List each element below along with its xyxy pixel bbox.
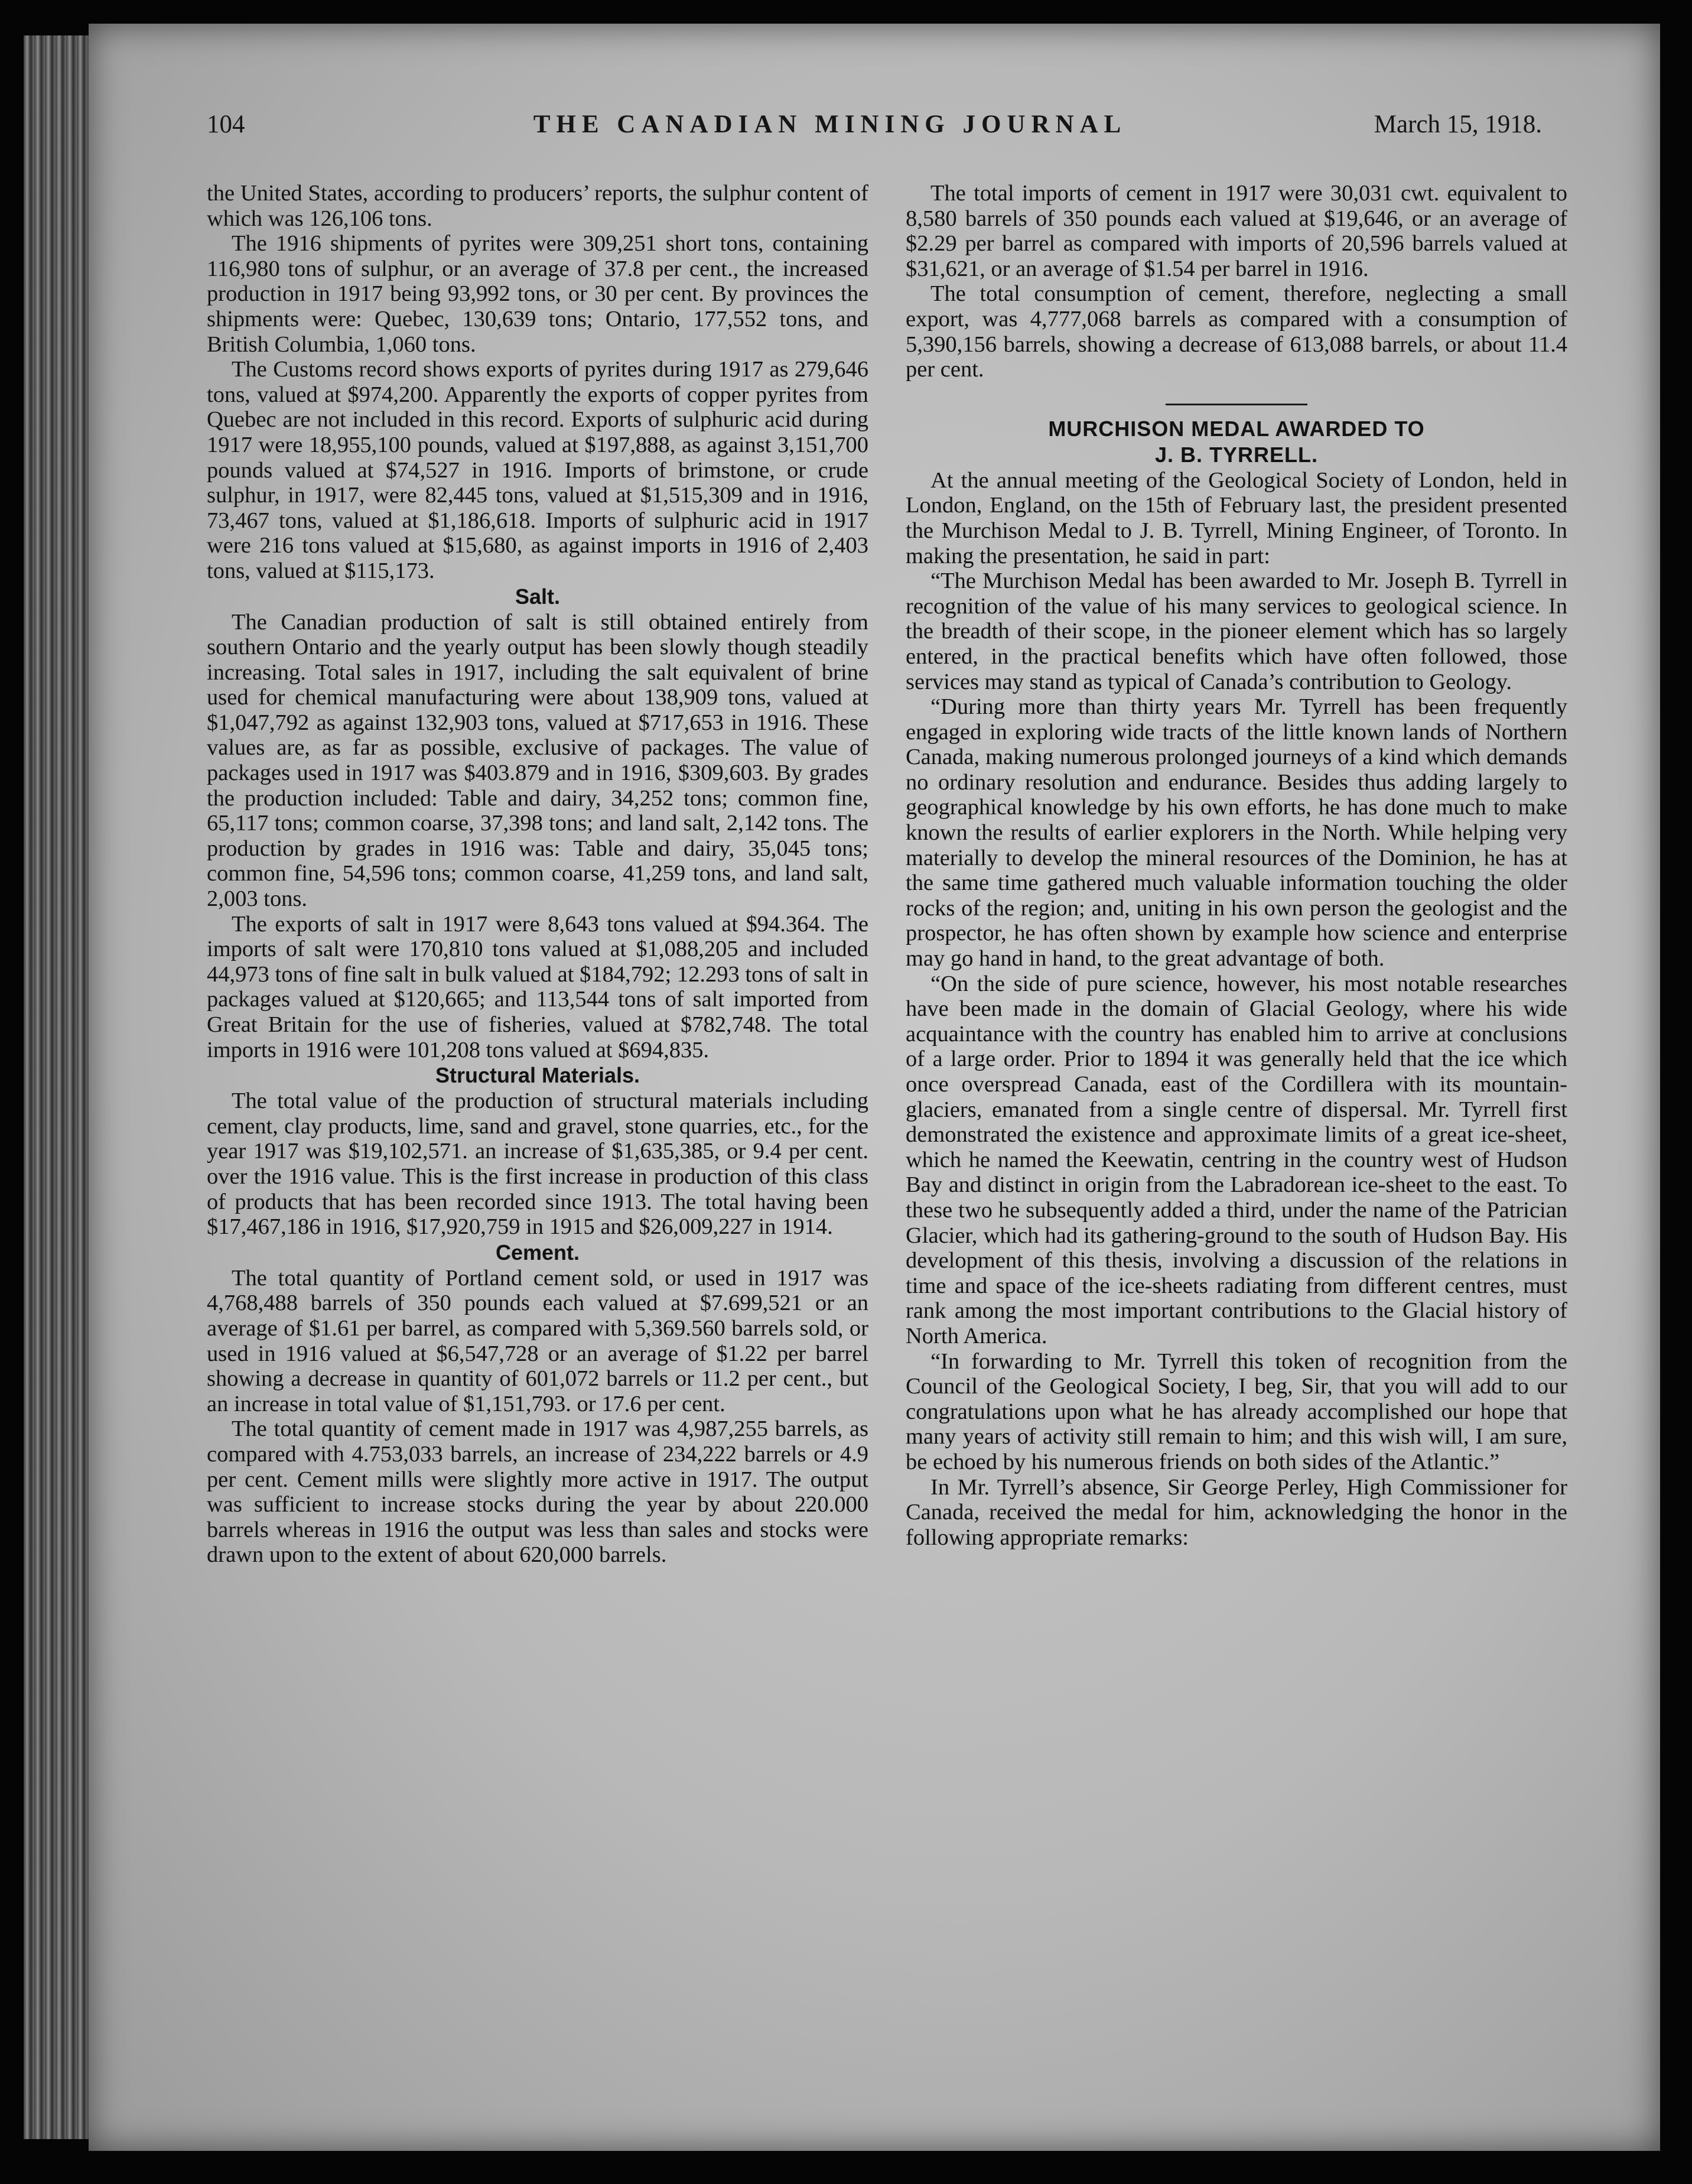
page-number: 104 bbox=[207, 110, 245, 138]
paragraph: The total quantity of cement made in 1917 was 4,987,255 barrels, as compared with 4.753,033 barrels, an increase of 234,222 barrels or 4.9 per cent. Cement mills were slightly more active in 1917. The output was sufficient to increase stocks during the year by about 220.000 barrels whereas in 1916 the output was less than sales and stocks were drawn upon to the extent of about 620,000 barrels. bbox=[207, 1416, 868, 1568]
page-header bbox=[118, 110, 1542, 157]
section-divider bbox=[1166, 404, 1307, 405]
article-title-line-1: MURCHISON MEDAL AWARDED TO bbox=[1048, 416, 1425, 441]
section-heading-structural-materials: Structural Materials. bbox=[435, 1063, 640, 1088]
quoted-paragraph: “The Murchison Medal has been awarded to Mr. Joseph B. Tyrrell in recognition of the value of his many services to geological science. In the breadth of their scope, in the pioneer element which has so largely entered, in the practical benefits which have often followed, those services may stand as typical of Canada’s contribution to Geology. bbox=[906, 568, 1567, 694]
quoted-paragraph: “In forwarding to Mr. Tyrrell this token of recognition from the Council of the Geological Society, I beg, Sir, that you will add to our congratulations upon what he has already accomplished our hope that many years of activity still remain to him; and this wish will, I am sure, be echoed by his numerous friends on both sides of the Atlantic.” bbox=[906, 1348, 1567, 1474]
paragraph: The total consumption of cement, therefore, neglecting a small export, was 4,777,068 barrels as compared with a consumption of 5,390,156 barrels, showing a decrease of 613,088 barrels, or about 11.4 per cent. bbox=[906, 281, 1567, 382]
paragraph: In Mr. Tyrrell’s absence, Sir George Perley, High Commissioner for Canada, received the medal for him, acknowledging the honor in the following appropriate remarks: bbox=[906, 1474, 1567, 1550]
left-column bbox=[207, 181, 868, 1568]
article-title-line-2: J. B. TYRRELL. bbox=[1154, 442, 1319, 467]
paragraph: The Canadian production of salt is still obtained entirely from southern Ontario and the yearly output has been slowly though steadily increasing. Total sales in 1917, including the salt equivalent of brine used for chemical manufacturing were about 138,909 tons, valued at $1,047,792 as against 132,903 tons, valued at $717,653 in 1916. These values are, as far as possible, exclusive of packages. The value of packages used in 1917 was $403.879 and in 1916, $309,603. By grades the production included: Table and dairy, 34,252 tons; common fine, 65,117 tons; common coarse, 37,398 tons; and land salt, 2,142 tons. The production by grades in 1916 was: Table and dairy, 35,045 tons; common fine, 54,596 tons; common coarse, 41,259 tons, and land salt, 2,003 tons. bbox=[207, 609, 868, 912]
paragraph: The total quantity of Portland cement sold, or used in 1917 was 4,768,488 barrels of 350 pounds each valued at $7.699,521 or an average of $1.61 per barrel, as compared with 5,369.560 barrels sold, or used in 1916 valued at $6,547,728 or an average of $1.22 per barrel showing a decrease in quantity of 601,072 barrels or 11.2 per cent., but an increase in total value of $1,151,793. or 17.6 per cent. bbox=[207, 1265, 868, 1416]
paragraph: The total value of the production of structural materials including cement, clay products, lime, sand and gravel, stone quarries, etc., for the year 1917 was $19,102,571. an increase of $1,635,385, or 9.4 per cent. over the 1916 value. This is the first increase in production of this class of products that has been recorded since 1913. The total having been $17,467,186 in 1916, $17,920,759 in 1915 and $26,009,227 in 1914. bbox=[207, 1088, 868, 1240]
section-heading-salt: Salt. bbox=[515, 584, 561, 609]
journal-title: THE CANADIAN MINING JOURNAL bbox=[533, 110, 1127, 138]
paragraph: The exports of salt in 1917 were 8,643 tons valued at $94.364. The imports of salt were 170,810 tons valued at $1,088,205 and included 44,973 tons of fine salt in bulk valued at $184,792; 12.293 tons of salt in packages valued at $120,665; and 113,544 tons of salt imported from Great Britain for the use of fisheries, valued at $782,748. The total imports in 1916 were 101,208 tons valued at $694,835. bbox=[207, 911, 868, 1062]
quoted-paragraph: “During more than thirty years Mr. Tyrrell has been frequently engaged in exploring wide tracts of the little known lands of Northern Canada, making numerous prolonged journeys of a kind which demands no ordinary resolution and endurance. Besides thus adding largely to geographical knowledge by his own efforts, he has done much to make known the results of earlier explorers in the North. While helping very materially to develop the mineral resources of the Dominion, he has at the same time gathered much valuable information touching the older rocks of the region; and, uniting in his own person the geologist and the prospector, he has often shown by example how science and enterprise may go hand in hand, to the great advantage of both. bbox=[906, 694, 1567, 971]
paragraph: The total imports of cement in 1917 were 30,031 cwt. equivalent to 8,580 barrels of 350 pounds each valued at $19,646, or an average of $2.29 per barrel as compared with imports of 20,596 barrels valued at $31,621, or an average of $1.54 per barrel in 1916. bbox=[906, 181, 1567, 281]
paragraph: The Customs record shows exports of pyrites during 1917 as 279,646 tons, valued at $974,200. Apparently the exports of copper pyrites from Quebec are not included in this record. Exports of sulphuric acid during 1917 were 18,955,100 pounds, valued at $197,888, as against 3,151,700 pounds valued at $74,527 in 1916. Imports of brimstone, or crude sulphur, in 1917, were 82,445 tons, valued at $1,515,309 and in 1916, 73,467 tons, valued at $1,186,618. Imports of sulphuric acid in 1917 were 216 tons valued at $15,680, as against imports in 1916 of 2,403 tons, valued at $115,173. bbox=[207, 357, 868, 583]
issue-date: March 15, 1918. bbox=[1374, 110, 1542, 138]
paragraph: The 1916 shipments of pyrites were 309,251 short tons, containing 116,980 tons of sulphur, or an average of 37.8 per cent., the increased production in 1917 being 93,992 tons, or 30 per cent. By provinces the shipments were: Quebec, 130,639 tons; Ontario, 177,552 tons, and British Columbia, 1,060 tons. bbox=[207, 231, 868, 357]
section-heading-cement: Cement. bbox=[495, 1240, 580, 1265]
right-column bbox=[906, 181, 1567, 1550]
paragraph: At the annual meeting of the Geological Society of London, held in London, England, on the 15th of February last, the president presented the Murchison Medal to J. B. Tyrrell, Mining Engineer, of Toronto. In making the presentation, he said in part: bbox=[906, 467, 1567, 568]
quoted-paragraph: “On the side of pure science, however, his most notable researches have been made in the domain of Glacial Geology, where his wide acquaintance with the country has enabled him to arrive at conclusions of a large order. Prior to 1894 it was generally held that the ice which once overspread Canada, east of the Cordillera with its mountain-glaciers, emanated from a single centre of dispersal. Mr. Tyrrell first demonstrated the existence and approximate limits of a great ice-sheet, which he named the Keewatin, centring in the country west of Hudson Bay and distinct in origin from the Labradorean ice-sheet to the east. To these two he subsequently added a third, under the name of the Patrician Glacier, which had its gathering-ground to the south of Hudson Bay. His development of this thesis, involving a discussion of the relations in time and space of the ice-sheets radiating from different centres, must rank among the most important contributions to the Glacial history of North America. bbox=[906, 971, 1567, 1348]
paragraph: the United States, according to producers’ reports, the sulphur content of which was 126,106 tons. bbox=[207, 181, 868, 231]
